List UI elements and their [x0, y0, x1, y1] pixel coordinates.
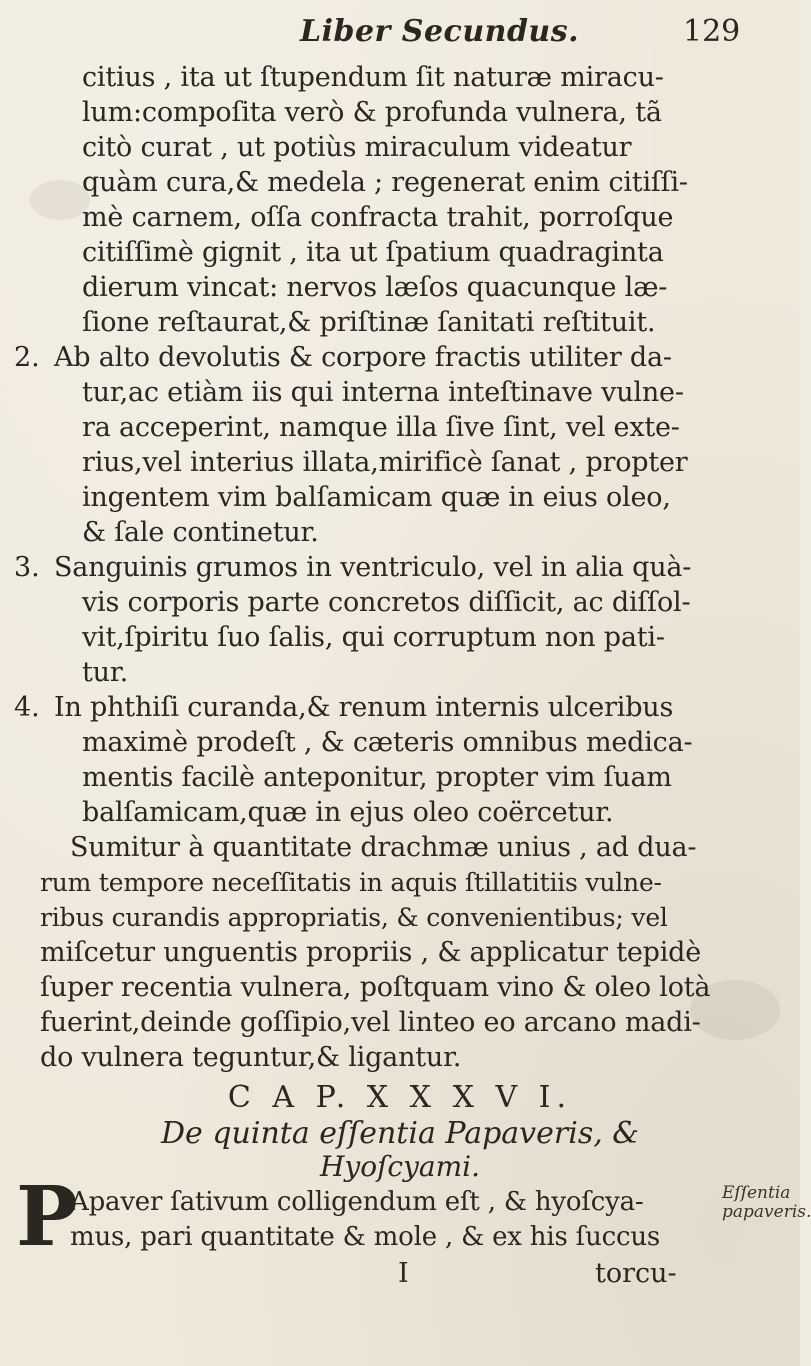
text-line: Sanguinis grumos in ventriculo, vel in alia quà-	[54, 552, 692, 583]
text-line: rum tempore neceſſitatis in aquis ſtillatitiis vulne-	[40, 868, 662, 897]
text-line: rius,vel interius illata,mirificè ſanat , propter	[82, 447, 688, 478]
text-line: ingentem vim balſamicam quæ in eius oleo,	[82, 482, 671, 513]
text-line: vit,ſpiritu ſuo ſalis, qui corruptum non pati-	[82, 622, 665, 653]
text-line: miſcetur unguentis propriis , & applicatur tepidè	[40, 937, 702, 968]
text-line: ſuper recentia vulnera, poſtquam vino & oleo lotà	[40, 972, 711, 1003]
text-line: ribus curandis appropriatis, & convenientibus; vel	[40, 903, 668, 932]
chapter-title: De quinta eſſentia Papaveris, &	[161, 1116, 639, 1151]
text-line: In phthiſi curanda,& renum internis ulceribus	[54, 692, 674, 723]
text-line: balſamicam,quæ in ejus oleo coërcetur.	[82, 797, 614, 828]
text-line: citò curat , ut potiùs miraculum videatur	[82, 132, 632, 163]
text-line: tur.	[82, 657, 128, 688]
text-line: vis corporis parte concretos diſſicit, ac diſſol-	[82, 587, 691, 618]
section-number: 3.	[14, 552, 40, 583]
text-line: fuerint,deinde goſſipio,vel linteo eo arcano madi-	[40, 1007, 701, 1038]
signature-mark: I	[398, 1258, 409, 1289]
text-line: citiſſimè gignit , ita ut ſpatium quadraginta	[82, 237, 664, 268]
text-line: ſione reſtaurat,& priſtinæ ſanitati reſtituit.	[82, 307, 656, 338]
page-number: 129	[683, 14, 741, 49]
text-line: ra acceperint, namque illa ſive ſint, vel exte-	[82, 412, 680, 443]
text-line: tur,ac etiàm iis qui interna inteſtinave vulne-	[82, 377, 684, 408]
text-line: do vulnera teguntur,& ligantur.	[40, 1042, 462, 1073]
drop-cap: P	[16, 1169, 78, 1265]
text-line: lum:compoſita verò & profunda vulnera, tã	[82, 97, 662, 128]
section-number: 2.	[14, 342, 40, 373]
text-line: Apaver ſativum colligendum eſt , & hyoſcya-	[70, 1187, 644, 1217]
chapter-title-continued: Hyoſcyami.	[319, 1150, 481, 1183]
text-line: mentis facilè anteponitur, propter vim ſuam	[82, 762, 672, 793]
text-line: dierum vincat: nervos læſos quacunque læ-	[82, 272, 668, 303]
margin-note: Eſſentia papaveris.	[722, 1183, 811, 1222]
text-line: & ſale continetur.	[82, 517, 319, 548]
chapter-heading: C A P. X X X V I.	[227, 1080, 573, 1115]
text-line: mus, pari quantitate & mole , & ex his ſuccus	[70, 1222, 661, 1252]
text-line: citius , ita ut ſtupendum ſit naturæ miracu-	[82, 62, 664, 93]
page-header	[0, 8, 800, 48]
text-line: Sumitur à quantitate drachmæ unius , ad dua-	[70, 832, 697, 863]
section-number: 4.	[14, 692, 40, 723]
text-line: mè carnem, oſſa confracta trahit, porroſque	[82, 202, 674, 233]
catchword: torcu-	[595, 1258, 677, 1289]
paper-stain	[30, 180, 90, 220]
text-line: Ab alto devolutis & corpore fractis utiliter da-	[54, 342, 672, 373]
running-title: Liber Secundus.	[300, 14, 580, 49]
text-line: maximè prodeſt , & cæteris omnibus medica-	[82, 727, 693, 758]
text-line: quàm cura,& medela ; regenerat enim citiſſi-	[82, 167, 688, 198]
